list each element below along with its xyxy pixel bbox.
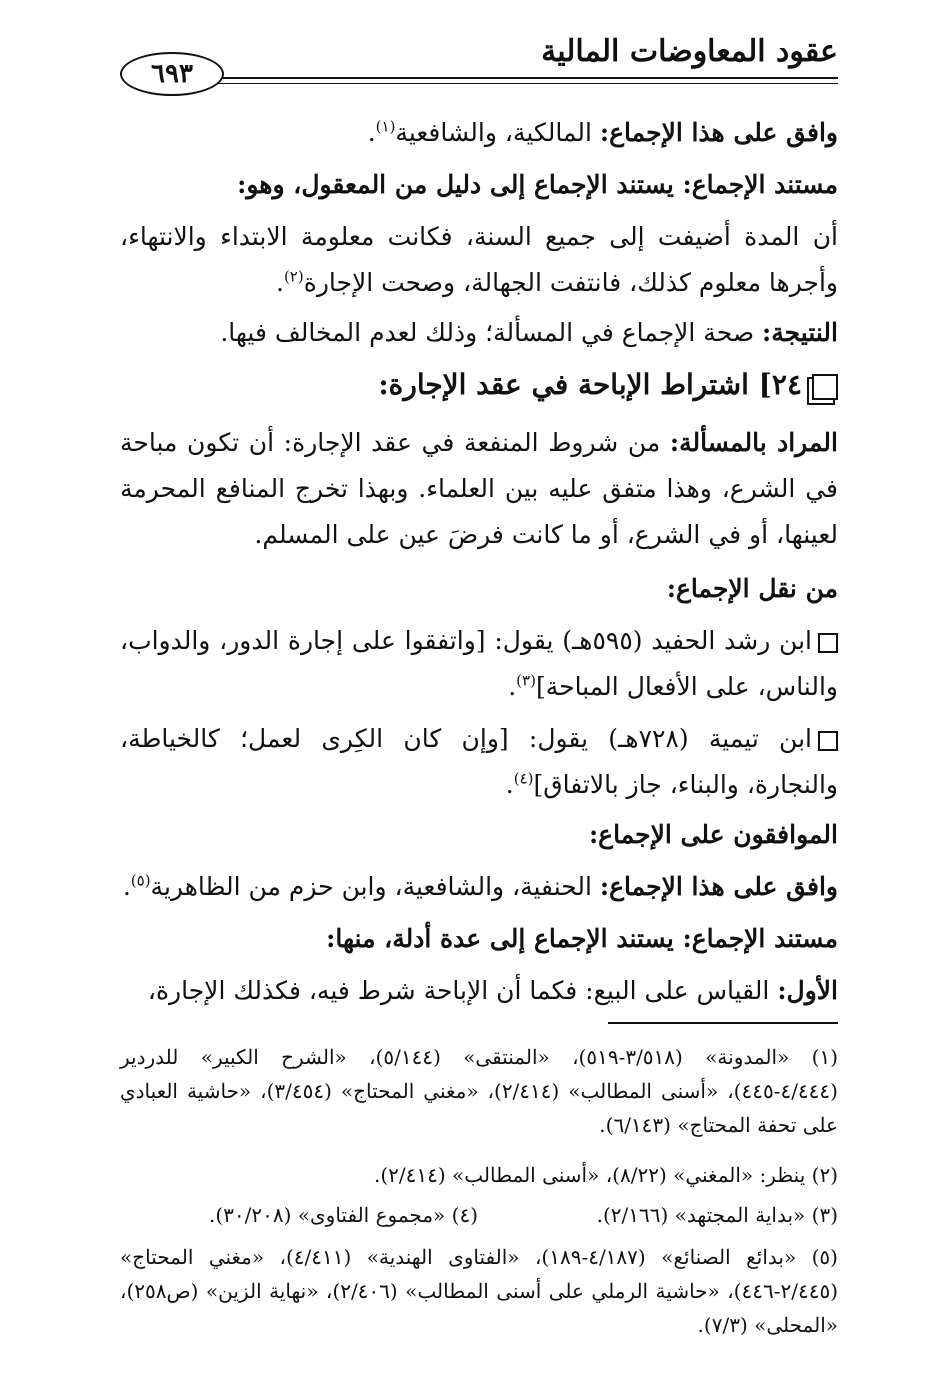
- basis-heading: مستند الإجماع: يستند الإجماع إلى دليل من المعقول، وهو:: [237, 170, 838, 199]
- transmitters-heading: من نقل الإجماع:: [666, 574, 838, 603]
- basis-heading: مستند الإجماع: يستند الإجماع إلى عدة أدلة، منها:: [326, 924, 838, 953]
- footnote-separator: [608, 1022, 838, 1024]
- paragraph-first-proof: [120, 968, 838, 1014]
- section-heading: [120, 362, 838, 408]
- footnote-4: (٤) «مجموع الفتاوى» (٣٠/٢٠٨).: [209, 1203, 478, 1227]
- header-rule: [210, 77, 838, 79]
- footnote-ref-3: (٣): [516, 671, 536, 690]
- footnote-1: (١) «المدونة» (٣/٥١٨-٥١٩)، «المنتقى» (٥/١٤٤)، «الشرح الكبير» للدردير (٤/٤٤٤-٤٤٥)، «أسنى المطالب» (٢/٤١٤)، «مغني المحتاج» (٣/٤٥٤)، «حاشية العبادي على تحفة المحتاج» (٦/١٤٣).: [120, 1045, 839, 1137]
- running-title: عقود المعاوضات المالية: [541, 34, 838, 69]
- footnote-ref-1: (١): [375, 117, 396, 136]
- first-text: القياس على البيع: فكما أن الإباحة شرط فيه، فكذلك الإجارة،: [147, 976, 778, 1005]
- footnote-3: (٣) «بداية المجتهد» (٢/١٦٦).: [596, 1203, 838, 1227]
- result-label: النتيجة:: [762, 318, 838, 347]
- paragraph-result: [120, 310, 838, 356]
- sentence-end: .: [508, 672, 517, 701]
- paragraph-reasoning: [120, 214, 838, 306]
- quote-ibn-taymiyya: [120, 716, 838, 808]
- footnote-2: (٢) ينظر: «المغني» (٨/٢٢)، «أسنى المطالب» (٢/٤١٤).: [374, 1163, 838, 1187]
- page-header: [120, 30, 838, 90]
- agreement-text: الحنفية، والشافعية، وابن حزم من الظاهرية: [150, 872, 600, 901]
- paragraph-agreeing: [120, 812, 838, 858]
- paragraph-agreement-1: [120, 110, 838, 156]
- agreement-text: المالكية، والشافعية: [395, 118, 600, 147]
- result-text: صحة الإجماع في المسألة؛ وذلك لعدم المخالف فيها.: [220, 318, 763, 347]
- quote-text: ابن رشد الحفيد (٥٩٥هـ) يقول: [واتفقوا على إجارة الدور، والدواب، والناس، على الأفعال المباحة]: [120, 626, 838, 701]
- first-label: الأول:: [777, 976, 838, 1005]
- section-title: اشتراط الإباحة في عقد الإجارة:: [378, 368, 749, 401]
- page-number: ٦٩٣: [120, 52, 224, 96]
- footnote-ref-2: (٢): [283, 267, 304, 286]
- footnote-5: (٥) «بدائع الصنائع» (٤/١٨٧-١٨٩)، «الفتاوى الهندية» (٤/٤١١)، «مغني المحتاج» (٢/٤٤٥-٤٤٦)، «حاشية الرملي على أسنى المطالب» (٢/٤٠٦)، «نهاية الزين» (ص٢٥٨)، «المحلى» (٧/٣).: [120, 1245, 839, 1337]
- paragraph-basis-2: [120, 916, 838, 962]
- paragraph-transmitters: [120, 566, 838, 612]
- sentence-end: .: [122, 872, 131, 901]
- sentence-end: .: [275, 268, 284, 297]
- agreement-label: وافق على هذا الإجماع:: [599, 872, 838, 901]
- agreement-label: وافق على هذا الإجماع:: [599, 118, 838, 147]
- checkbox-icon: [818, 731, 838, 751]
- sentence-end: .: [367, 118, 376, 147]
- paragraph-agreement-2: [120, 864, 838, 910]
- definition-text: من شروط المنفعة في عقد الإجارة: أن تكون مباحة في الشرع، وهذا متفق عليه بين العلماء. وبهذا تخرج المنافع المحرمة لعينها، أو في الشرع، أو ما كانت فرضَ عين على المسلم.: [120, 428, 838, 549]
- book-icon: [812, 374, 838, 400]
- agreeing-heading: الموافقون على الإجماع:: [588, 820, 838, 849]
- paragraph-definition: [120, 420, 838, 558]
- header-rule-thin: [210, 83, 838, 84]
- definition-label: المراد بالمسألة:: [669, 428, 838, 457]
- footnote-ref-5: (٥): [130, 871, 151, 890]
- paragraph-basis-1: [120, 162, 838, 208]
- footnote-ref-4: (٤): [513, 769, 534, 788]
- quote-ibn-rushd: [120, 618, 838, 710]
- reasoning-text: أن المدة أضيفت إلى جميع السنة، فكانت معلومة الابتداء والانتهاء، وأجرها معلوم كذلك، فانتفت الجهالة، وصحت الإجارة: [120, 222, 838, 297]
- section-number: ٢٤]: [758, 368, 802, 401]
- checkbox-icon: [818, 633, 838, 653]
- sentence-end: .: [505, 770, 514, 799]
- quote-text: ابن تيمية (٧٢٨هـ) يقول: [وإن كان الكِرى لعمل؛ كالخياطة، والنجارة، والبناء، جاز بالاتفاق]: [120, 724, 838, 799]
